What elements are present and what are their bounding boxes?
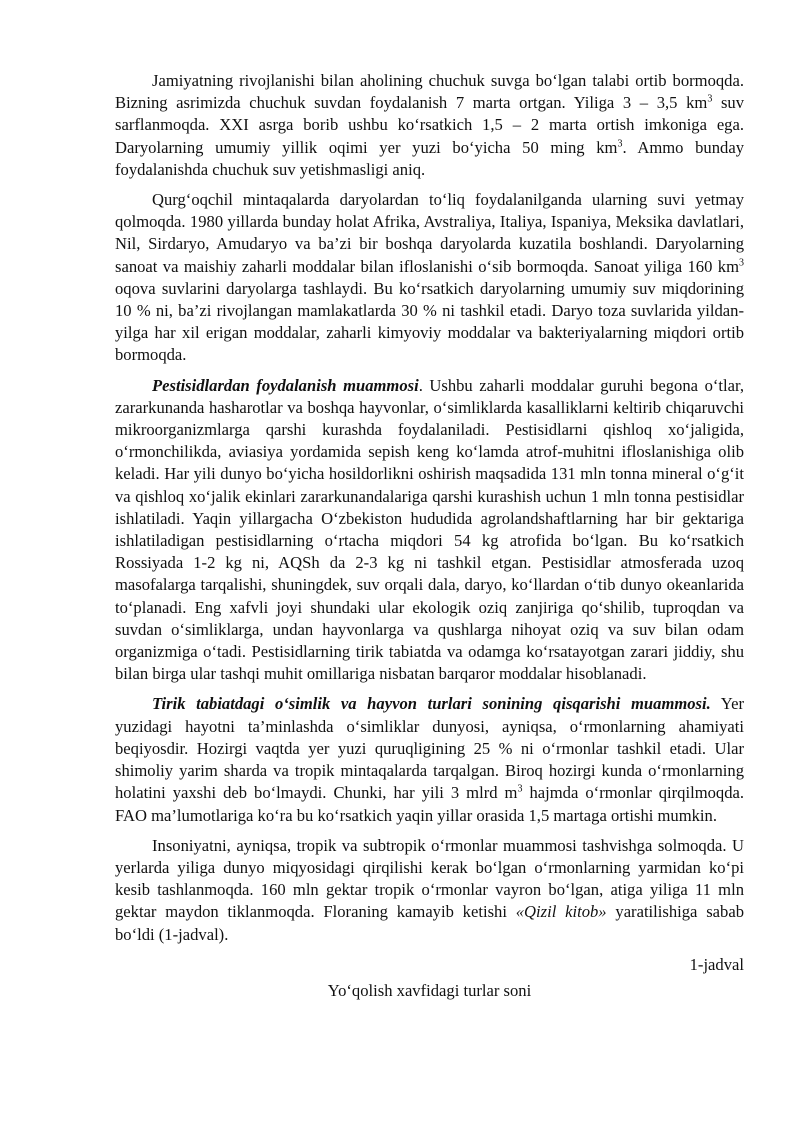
table-title: Yo‘qolish xavfidagi turlar soni — [327, 980, 532, 1000]
paragraph-tropical-forests — [115, 835, 744, 946]
text-run: Yer yuzidagi hayotni ta’minlashda o‘simliklar dunyosi, ayniqsa, o‘rmonlarning ahamiyati beqiyosdir. Hozirgi vaqtda yer yuzi quruqligining 25 % ni o‘rmonlar tashkil etadi. Ular shimoliy yarim sharda va tropik mintaqalarda tarqalgan. Biroq hozirgi kunda o‘rmonlarning holatini yaxshi deb bo‘lmaydi. Chunki, har yili 3 mlrd m — [115, 694, 745, 803]
table-label: 1-jadval — [689, 954, 744, 974]
text-run: suv sarflanmoqda. XXI asrga borib ushbu ko‘rsatkich 1,5 – 2 marta ortish imkoniga ega. Daryolarning umumiy yillik oqimi yer yuzi bo‘yicha 50 ming km — [115, 93, 744, 157]
text-run: Insoniyatni, ayniqsa, tropik va subtropik o‘rmonlar muammosi tashvishga solmoqda. U yerlarda yiliga dunyo miqyosidagi qirqilishi kerak bo‘lgan o‘rmonlarning yarmidan ko‘pi kesib tashlanmoqda. 160 mln gektar tropik o‘rmonlar vayron bo‘lgan, atiga yiliga 11 mln gektar maydon tiklanmoqda. Floraning kamayib ketishi — [115, 835, 744, 922]
paragraph-river-pollution — [115, 189, 744, 367]
text-run: Jamiyatning rivojlanishi bilan aholining chuchuk suvga bo‘lgan talabi ortib bormoqda. Bizning asrimizda chuchuk suvdan foydalanish 7 marta ortgan. Yiliga 3 – 3,5 km — [115, 71, 744, 113]
paragraph-fresh-water-demand — [115, 70, 744, 181]
text-run: . Ushbu zaharli moddalar guruhi begona o‘tlar, zararkunanda hasharotlar va boshqa hayvonlar, o‘simliklarda kasalliklarni keltirib chiqaruvchi mikroorganizmlarga qarshi kurashda foydalaniladi. Pestisidlarni qishloq xo‘jaligida, o‘rmonchilikda, aviasiya yordamida sepish keng ko‘lamda atrof-muhitni ifloslanishiga olib keladi. Har yili dunyo bo‘yicha hosildorlikni oshirish maqsadida 131 mln tonna mineral o‘g‘it va qishloq xo‘jalik ekinlari zararkunandalariga qarshi kurashish uchun 1 mln tonna pestisidlar ishlatiladi. Yaqin yillargacha O‘zbekiston hududida agrolandshaftlarning har bir gektariga ishlatiladigan pestisidlarning o‘rtacha miqdori 54 kg atrofida bo‘lgan. Bu ko‘rsatkich Rossiyada 1-2 kg ni, AQSh da 2-3 kg ni tashkil etgan. Pestisidlar atmosferada uzoq masofalarga tarqalishi, shuningdek, suv orqali dala, daryo, ko‘llardan o‘tib dunyo okeanlarida to‘planadi. Eng xafvli joyi shundaki ular ekologik oziq zanjiriga qo‘shilib, tuproqdan va suvdan o‘simliklarga, undan hayvonlarga va qushlarga nihoyat oziq va suv bilan odam organizmiga o‘tadi. Pestisidlarning tirik tabiatda va odamga ko‘rsatayotgan zarari jiddiy, shu bilan birga ular tashqi muhit omillariga nisbatan barqaror moddalar hisoblanadi. — [115, 375, 744, 684]
superscript: 3 — [739, 257, 744, 269]
italic-text: «Qizil kitob» — [515, 902, 607, 922]
superscript: 3 — [517, 783, 523, 795]
text-run: . Ammo bunday foydalanishda chuchuk suv yetishmasligi aniq. — [115, 137, 744, 179]
text-run: oqova suvlarini daryolarga tashlaydi. Bu ko‘rsatkich daryolarning umumiy suv miqdorining 10 % ni, ba’zi rivojlangan mamlakatlarda 30 % ni tashkil etadi. Daryo toza suvlarida yildan-yilga har xil erigan moddalar, zaharli kimyoviy moddalar va bakteriyalarning miqdori ortib bormoqda. — [115, 278, 744, 365]
paragraph-pesticides — [115, 375, 744, 686]
superscript: 3 — [707, 93, 713, 105]
section-heading-pesticides: Pestisidlardan foydalanish muammosi — [152, 375, 419, 395]
paragraph-species-decline — [115, 693, 744, 826]
text-run: Qurg‘oqchil mintaqalarda daryolardan to‘liq foydalanilganda ularning suvi yetmay qolmoqda. 1980 yillarda bunday holat Afrika, Avstraliya, Italiya, Ispaniya, Meksika davlatlari, Nil, Sirdaryo, Amudaryo va ba’zi bir boshqa daryolarda kuzatila boshlandi. Daryolarning sanoat va maishiy zaharli moddalar bilan ifloslanishi o‘sib bormoqda. Sanoat yiliga 160 km — [115, 190, 744, 276]
text-run: yaratilishiga sabab bo‘ldi (1-jadval). — [115, 902, 744, 944]
section-heading-species: Tirik tabiatdagi o‘simlik va hayvon turlari sonining qisqarishi muammosi. — [152, 694, 711, 714]
superscript: 3 — [617, 138, 623, 150]
text-run: hajmda o‘rmonlar qirqilmoqda. FAO ma’lumotlariga ko‘ra bu ko‘rsatkich yaqin yillar orasida 1,5 martaga ortishi mumkin. — [115, 783, 745, 825]
